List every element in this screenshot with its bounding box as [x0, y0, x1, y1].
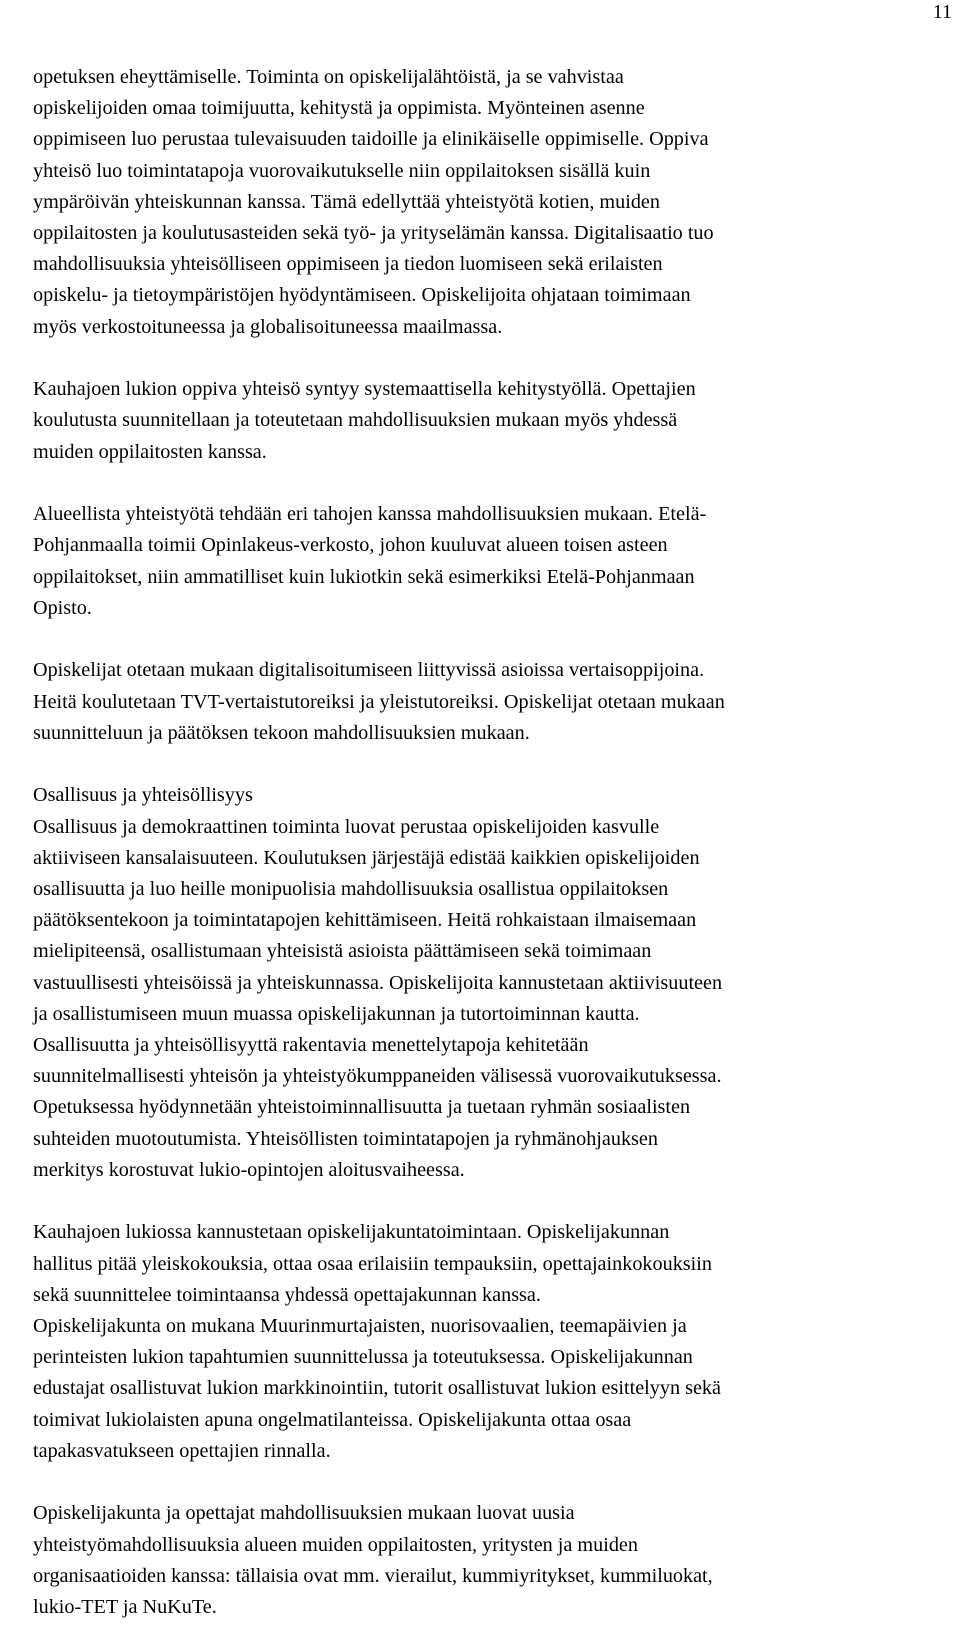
- text-line: suunnitelmallisesti yhteisön ja yhteistyökumppaneiden välisessä vuorovaikutuksessa.: [33, 1065, 722, 1088]
- paragraph-gap: [33, 468, 938, 499]
- paragraph-kehitystyo: [33, 374, 938, 468]
- text-line: merkitys korostuvat lukio-opintojen aloitusvaiheessa.: [33, 1158, 465, 1181]
- text-line: Kauhajoen lukiossa kannustetaan opiskelijakuntatoimintaan. Opiskelijakunnan: [33, 1221, 670, 1244]
- text-line: Pohjanmaalla toimii Opinlakeus-verkosto, johon kuuluvat alueen toisen asteen: [33, 534, 668, 557]
- text-line: oppilaitosten ja koulutusasteiden sekä työ- ja yrityselämän kanssa. Digitalisaatio tuo: [33, 222, 714, 245]
- text-line: yhteistyömahdollisuuksia alueen muiden oppilaitosten, yritysten ja muiden: [33, 1533, 638, 1556]
- paragraph-osallisuus: [33, 780, 938, 1186]
- text-line: Opetuksessa hyödynnetään yhteistoiminnallisuutta ja tuetaan ryhmän sosiaalisten: [33, 1096, 691, 1119]
- paragraph-oppiva-yhteiso: [33, 62, 938, 343]
- text-line: opiskelijoiden omaa toimijuutta, kehitystä ja oppimista. Myönteinen asenne: [33, 97, 645, 120]
- text-line: hallitus pitää yleiskokouksia, ottaa osaa erilaisiin tempauksiin, opettajainkokouksiin: [33, 1252, 712, 1275]
- paragraph-gap: [33, 1467, 938, 1498]
- text-line: Opiskelijakunta on mukana Muurinmurtajaisten, nuorisovaalien, teemapäivien ja: [33, 1315, 687, 1338]
- text-line: ympäröivän yhteiskunnan kanssa. Tämä edellyttää yhteistyötä kotien, muiden: [33, 190, 660, 213]
- text-line: Osallisuus ja demokraattinen toiminta luovat perustaa opiskelijoiden kasvulle: [33, 815, 660, 838]
- text-line: suunnitteluun ja päätöksen tekoon mahdollisuuksien mukaan.: [33, 721, 530, 744]
- text-line: yhteisö luo toimintatapoja vuorovaikutukselle niin oppilaitoksen sisällä kuin: [33, 159, 651, 182]
- text-line: sekä suunnittelee toimintaansa yhdessä opettajakunnan kanssa.: [33, 1283, 541, 1306]
- text-line: Opisto.: [33, 596, 92, 619]
- text-line: oppilaitokset, niin ammatilliset kuin lukiotkin sekä esimerkiksi Etelä-Pohjanmaan: [33, 565, 695, 588]
- paragraph-digitalisoituminen: [33, 655, 938, 749]
- paragraph-opiskelijakunta: [33, 1217, 938, 1467]
- text-line: edustajat osallistuvat lukion markkinointiin, tutorit osallistuvat lukion esittelyyn sekä: [33, 1377, 721, 1400]
- section-heading: Osallisuus ja yhteisöllisyys: [33, 784, 253, 807]
- text-line: Opiskelijat otetaan mukaan digitalisoitumiseen liittyvissä asioissa vertaisoppijoina.: [33, 659, 705, 682]
- text-line: oppimiseen luo perustaa tulevaisuuden taidoille ja elinikäiselle oppimiselle. Oppiva: [33, 128, 709, 151]
- text-line: opiskelu- ja tietoympäristöjen hyödyntämiseen. Opiskelijoita ohjataan toimimaan: [33, 284, 691, 307]
- paragraph-yhteistyomahdollisuudet: [33, 1498, 938, 1623]
- text-line: vastuullisesti yhteisöissä ja yhteiskunnassa. Opiskelijoita kannustetaan aktiivisuuteen: [33, 971, 723, 994]
- paragraph-alueellinen-yhteistyo: [33, 499, 938, 624]
- text-line: perinteisten lukion tapahtumien suunnittelussa ja toteutuksessa. Opiskelijakunnan: [33, 1346, 693, 1369]
- text-line: koulutusta suunnitellaan ja toteutetaan mahdollisuuksien mukaan myös yhdessä: [33, 409, 678, 432]
- text-line: opetuksen eheyttämiselle. Toiminta on opiskelijalähtöistä, ja se vahvistaa: [33, 66, 624, 88]
- text-line: myös verkostoituneessa ja globalisoituneessa maailmassa.: [33, 315, 503, 338]
- text-line: lukio-TET ja NuKuTe.: [33, 1596, 217, 1619]
- paragraph-gap: [33, 1186, 938, 1217]
- page-number: 11: [932, 1, 952, 23]
- text-line: Opiskelijakunta ja opettajat mahdollisuuksien mukaan luovat uusia: [33, 1502, 575, 1525]
- text-line: tapakasvatukseen opettajien rinnalla.: [33, 1439, 331, 1462]
- text-line: Heitä koulutetaan TVT-vertaistutoreiksi ja yleistutoreiksi. Opiskelijat otetaan mukaan: [33, 690, 725, 713]
- text-line: toimivat lukiolaisten apuna ongelmatilanteissa. Opiskelijakunta ottaa osaa: [33, 1408, 632, 1431]
- text-line: suhteiden muotoutumista. Yhteisöllisten toimintatapojen ja ryhmänohjauksen: [33, 1127, 658, 1150]
- text-line: aktiiviseen kansalaisuuteen. Koulutuksen järjestäjä edistää kaikkien opiskelijoiden: [33, 846, 700, 869]
- text-line: mielipiteensä, osallistumaan yhteisistä asioista päättämiseen sekä toimimaan: [33, 940, 652, 963]
- text-line: ja osallistumiseen muun muassa opiskelijakunnan ja tutortoiminnan kautta.: [33, 1002, 640, 1025]
- text-line: muiden oppilaitosten kanssa.: [33, 440, 267, 463]
- text-line: Osallisuutta ja yhteisöllisyyttä rakentavia menettelytapoja kehitetään: [33, 1034, 589, 1057]
- text-line: Kauhajoen lukion oppiva yhteisö syntyy systemaattisella kehitystyöllä. Opettajien: [33, 378, 696, 401]
- text-line: Alueellista yhteistyötä tehdään eri tahojen kanssa mahdollisuuksien mukaan. Etelä-: [33, 503, 707, 526]
- paragraph-gap: [33, 749, 938, 780]
- paragraph-gap: [33, 624, 938, 655]
- text-line: päätöksentekoon ja toimintatapojen kehittämiseen. Heitä rohkaistaan ilmaisemaan: [33, 909, 697, 932]
- document-body: [33, 62, 938, 1623]
- text-line: organisaatioiden kanssa: tällaisia ovat mm. vierailut, kummiyritykset, kummiluokat,: [33, 1564, 713, 1587]
- text-line: mahdollisuuksia yhteisölliseen oppimiseen ja tiedon luomiseen sekä erilaisten: [33, 253, 663, 276]
- text-line: osallisuutta ja luo heille monipuolisia mahdollisuuksia osallistua oppilaitoksen: [33, 878, 669, 901]
- paragraph-gap: [33, 343, 938, 374]
